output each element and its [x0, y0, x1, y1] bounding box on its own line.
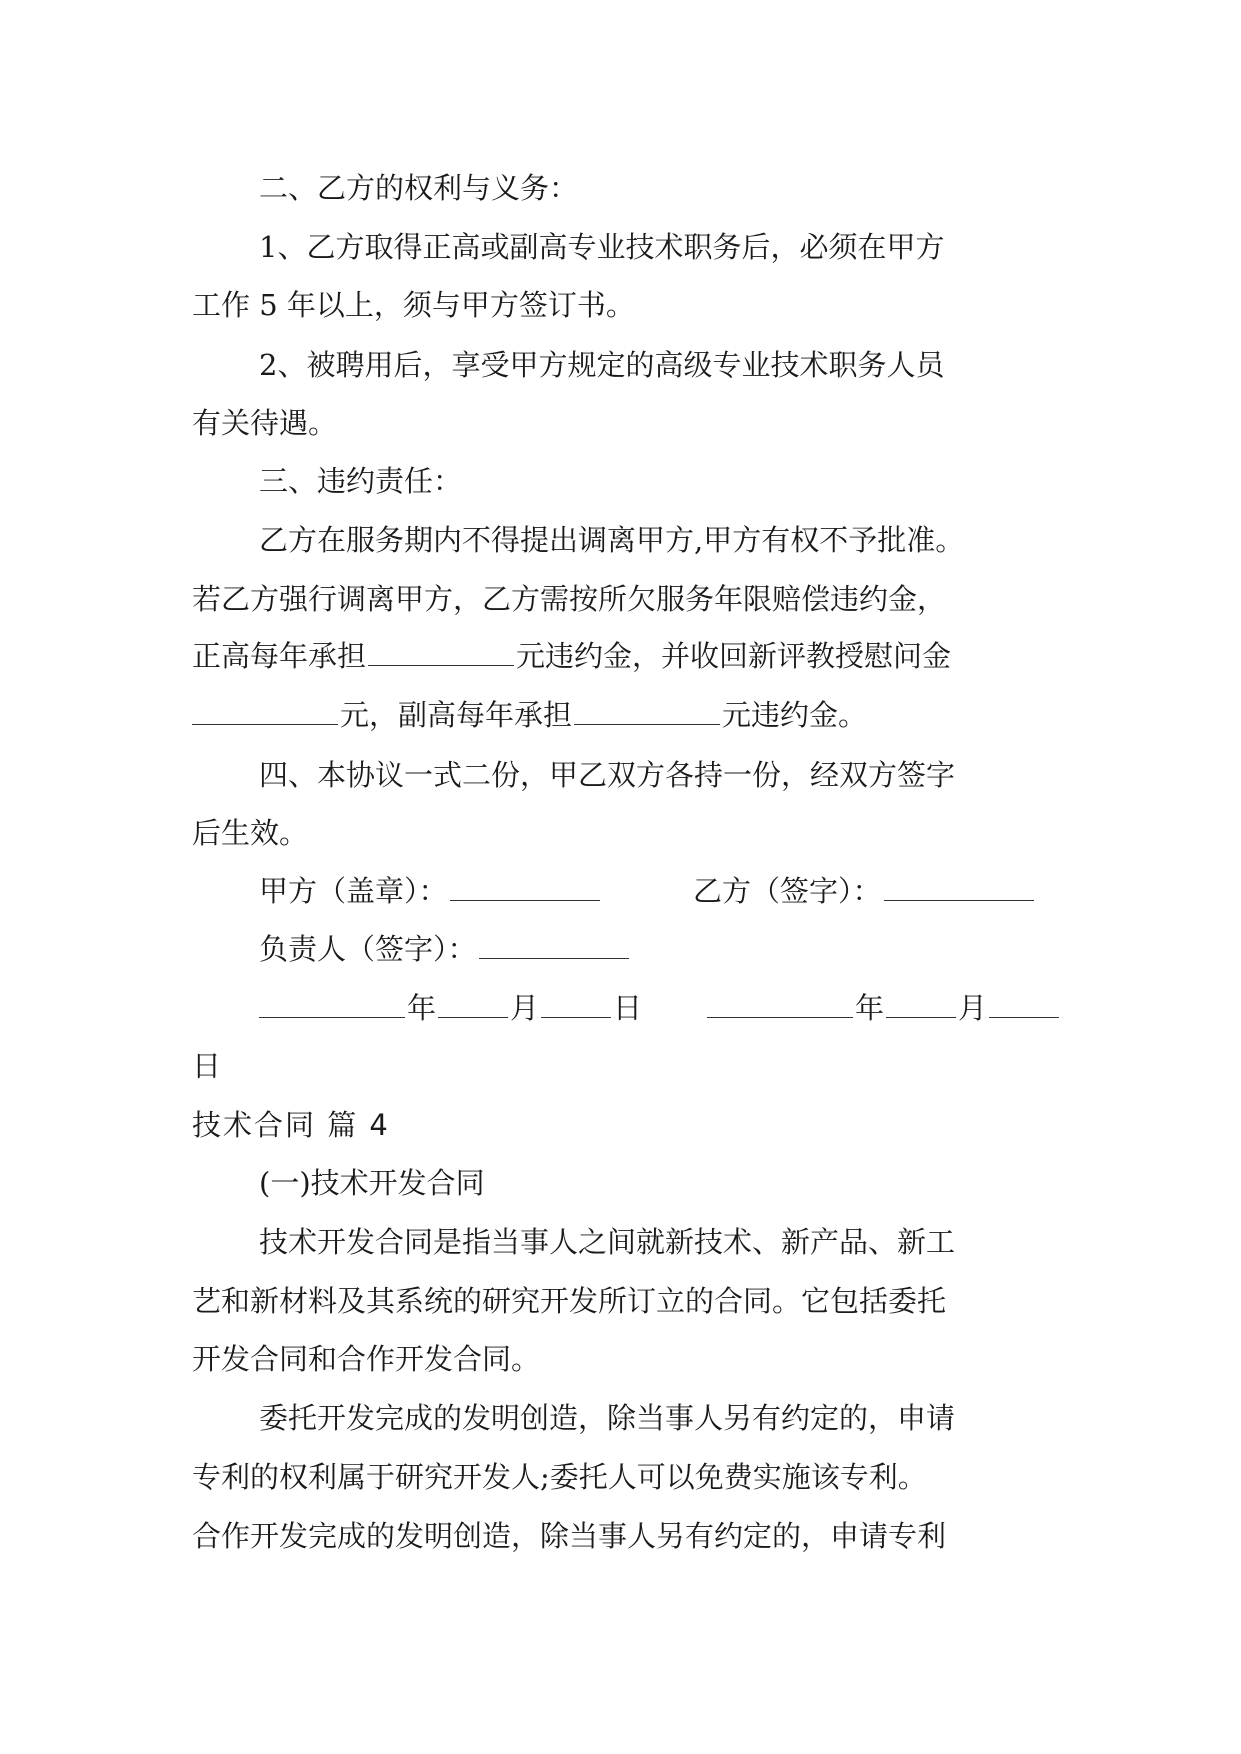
fill-in-blank[interactable] [192, 698, 338, 725]
month-blank[interactable] [438, 991, 508, 1018]
party-b-label: 乙方（签字）： [693, 874, 882, 908]
sub-title: (一)技术开发合同 [259, 1166, 485, 1200]
fill-in-blank[interactable] [574, 698, 720, 725]
clause-2-item-1: 1、乙方取得正高或副高专业技术职务后，必须在甲方 [259, 230, 945, 264]
responsible-signature-blank[interactable] [479, 932, 629, 959]
signature-party-a [259, 871, 602, 911]
paragraph-2-line-3: 合作开发完成的发明创造，除当事人另有约定的，申请专利 [192, 1519, 947, 1553]
clause-3-text-4b: 元违约金。 [722, 698, 868, 732]
month-label: 月 [958, 991, 988, 1025]
day-blank[interactable] [989, 991, 1059, 1018]
section-title: 技术合同 篇 4 [192, 1108, 390, 1142]
paragraph-2-line-1: 委托开发完成的发明创造，除当事人另有约定的，申请 [259, 1401, 956, 1435]
signature-party-b [693, 871, 1036, 911]
clause-3-text-line-4 [192, 695, 867, 735]
clause-3-text-3a: 正高每年承担 [192, 639, 367, 673]
month-label: 月 [510, 991, 540, 1025]
month-blank[interactable] [886, 991, 956, 1018]
clause-3-text-line-3 [192, 636, 951, 676]
date-day-wrap: 日 [192, 1049, 222, 1083]
clause-2-item-2: 2、被聘用后，享受甲方规定的高级专业技术职务人员 [259, 348, 945, 382]
clause-2-heading: 二、乙方的权利与义务： [259, 171, 579, 205]
party-a-seal-blank[interactable] [450, 874, 600, 901]
year-blank[interactable] [259, 991, 405, 1018]
date-party-b [707, 988, 1059, 1028]
clause-3-text-4a: 元，副高每年承担 [340, 698, 573, 732]
year-blank[interactable] [707, 991, 853, 1018]
year-label: 年 [855, 991, 885, 1025]
clause-4-text-line-2: 后生效。 [192, 816, 309, 850]
clause-3-text-3b: 元违约金，并收回新评教授慰问金 [516, 639, 952, 673]
day-label: 日 [613, 991, 643, 1025]
signature-responsible [259, 929, 631, 969]
clause-3-text-line-1: 乙方在服务期内不得提出调离甲方,甲方有权不予批准。 [259, 523, 965, 557]
paragraph-1-line-3: 开发合同和合作开发合同。 [192, 1342, 541, 1376]
paragraph-1-line-2: 艺和新材料及其系统的研究开发所订立的合同。它包括委托 [192, 1284, 947, 1318]
party-a-label: 甲方（盖章）： [259, 874, 448, 908]
day-blank[interactable] [541, 991, 611, 1018]
clause-2-item-2-cont: 有关待遇。 [192, 406, 338, 440]
clause-3-text-line-2: 若乙方强行调离甲方，乙方需按所欠服务年限赔偿违约金， [192, 582, 947, 616]
clause-4-text-line-1: 四、本协议一式二份，甲乙双方各持一份，经双方签字 [259, 758, 956, 792]
responsible-label: 负责人（签字）： [259, 932, 477, 966]
date-party-a [259, 988, 642, 1028]
fill-in-blank[interactable] [368, 639, 514, 666]
paragraph-2-line-2: 专利的权利属于研究开发人;委托人可以免费实施该专利。 [192, 1460, 927, 1494]
clause-3-heading: 三、违约责任： [259, 464, 463, 498]
year-label: 年 [407, 991, 437, 1025]
party-b-signature-blank[interactable] [884, 874, 1034, 901]
paragraph-1-line-1: 技术开发合同是指当事人之间就新技术、新产品、新工 [259, 1225, 956, 1259]
clause-2-item-1-cont: 工作 5 年以上，须与甲方签订书。 [192, 288, 635, 322]
